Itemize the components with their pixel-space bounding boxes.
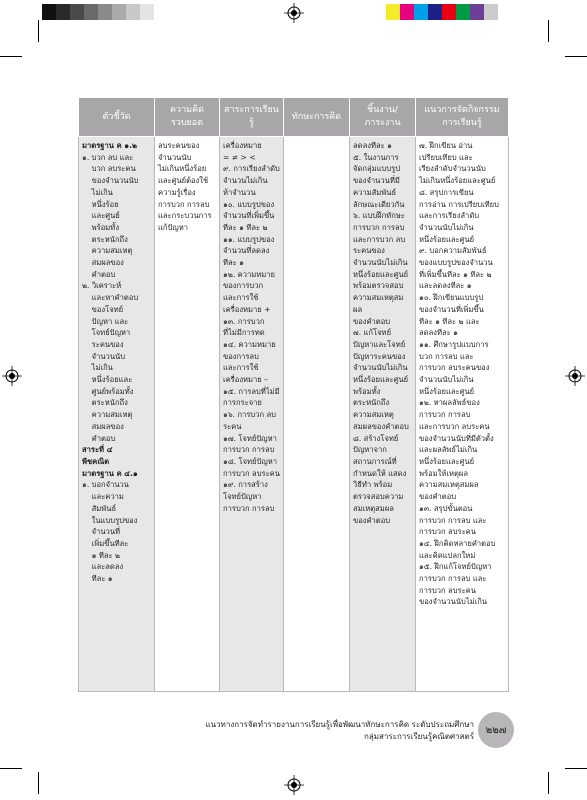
cell-line: การบวก การลบ: [223, 503, 275, 513]
cell-line: ๒. วิเคราะห์: [82, 281, 122, 291]
registration-mark-icon: [565, 366, 585, 386]
header-learning-content: สาระการเรียนรู้: [220, 98, 284, 137]
cell-line: เครื่องหมาย +: [223, 304, 271, 314]
page-number: ๒๒๗: [485, 724, 507, 736]
cell-line: ของจำนวนนับที่มีตัวตั้ง: [419, 433, 494, 443]
cell-line: ๙. บอกความสัมพันธ์: [419, 246, 487, 256]
cell-line: ลบระคนของ: [158, 141, 200, 150]
cell-line: และคิดแปลกใหม่: [419, 550, 476, 560]
cell-line: เรียงลำดับจำนวนนับ: [419, 164, 486, 174]
cell-line: ความรู้เรื่อง: [158, 187, 196, 197]
cell-line: ๑ ทีละ ๒: [82, 550, 121, 560]
cell-line: และกระบวนการ: [158, 211, 212, 221]
crop-mark: [548, 772, 549, 794]
cell-line: ที่ไม่มีการทด: [223, 328, 265, 338]
cell-line: หนึ่งร้อยและ: [82, 375, 133, 385]
cell-line: ปัญหา และ: [82, 316, 129, 326]
cell-line: ของจำนวนนับไม่เกิน: [419, 597, 488, 607]
cell-line: การบวก ลบระคนของ: [419, 363, 490, 373]
cell-line: และการบวก ลบ: [353, 234, 406, 244]
cell-line: ๑๑. ศึกษารูปแบบการ: [419, 339, 489, 349]
cell-line: สัมพันธ์: [82, 503, 117, 513]
cell-line: ๘. สร้างโจทย์: [353, 433, 399, 443]
cell-line: และลดลงทีละ ๑: [419, 281, 472, 291]
cell-line: จำนวนนับ: [158, 152, 192, 162]
cell-learning-content: [220, 137, 284, 692]
cell-line: การบวก การลบ และ: [419, 515, 487, 525]
gray-swatch: [98, 4, 112, 20]
cell-line: หนึ่งร้อยและศูนย์: [419, 456, 475, 466]
cell-line: เปรียบเทียบ และ: [419, 152, 473, 162]
crop-mark: [0, 56, 22, 57]
cell-line: ๑๔. ความหมาย: [223, 339, 276, 349]
cell-line: พร้อมทั้ง: [353, 386, 381, 396]
cell-line: จำนวนไม่เกิน: [223, 176, 268, 186]
cell-line: ของจำนวนที่เพิ่มขึ้น: [419, 304, 484, 314]
cell-line: การบวก ลบระคน: [223, 468, 280, 478]
gray-swatch: [84, 4, 98, 20]
crop-mark: [38, 20, 39, 42]
cell-line: ๘. สรุปการเขียน: [419, 187, 474, 197]
color-swatch: [456, 4, 470, 20]
cell-line: สมผลของคำตอบ: [353, 421, 409, 431]
cell-line: ๑๐. ฝึกเขียนแบบรูป: [419, 293, 484, 303]
cell-line: ของโจทย์: [82, 304, 124, 314]
cell-work-tasks: [350, 137, 416, 692]
grayscale-color-bar: [42, 4, 154, 20]
cell-line: ปัญหาและโจทย์: [353, 339, 406, 349]
cell-line: หนึ่งร้อย: [82, 199, 119, 209]
cell-line: ๑๓. การบวก: [223, 316, 265, 326]
gray-swatch: [56, 4, 70, 20]
cell-line: ระคนของ: [353, 246, 385, 256]
cell-line: ทีละ ๑ ทีละ ๒: [223, 222, 268, 232]
cell-line: หนึ่งร้อยและศูนย์: [419, 234, 475, 244]
cell-line: และการเรียงลำดับ: [419, 211, 480, 221]
cell-thinking-skills: [284, 137, 350, 692]
cell-line: ๑. บวก ลบ และ: [82, 152, 134, 162]
cell-line: การอ่าน การเปรียบเทียบ: [419, 199, 499, 209]
cell-line: เครื่องหมาย –: [223, 375, 268, 385]
cell-line: และหาคำตอบ: [82, 293, 139, 303]
cell-line: ของการลบ: [223, 351, 259, 361]
cell-line: และการใช้: [223, 363, 259, 373]
cell-line: ทีละ ๑ ทีละ ๒ และ: [419, 316, 480, 326]
footer-subject: กลุ่มสาระการเรียนรู้คณิตศาสตร์: [363, 732, 474, 741]
cell-line: บวก ลบระคน: [82, 164, 136, 174]
cell-line: ปัญหาระคนของ: [353, 351, 406, 361]
cell-line: ๙. การเรียงลำดับ: [223, 164, 280, 174]
cell-line: การบวก ลบระคน: [419, 585, 476, 595]
cell-line: ของการบวก: [223, 281, 264, 291]
cell-learning-activities: [416, 137, 509, 692]
registration-mark-icon: [2, 366, 22, 386]
page-footer: [205, 719, 474, 743]
cell-line: จำนวนนับไม่เกิน: [353, 363, 408, 373]
cell-line: ระคน: [223, 421, 242, 431]
cell-line: สถานการณ์ที่: [353, 456, 397, 466]
cell-line: ของคำตอบ: [419, 492, 457, 502]
cell-line: ลักษณะเดียวกัน: [353, 199, 405, 209]
cell-line: ของจำนวนนับ: [82, 176, 139, 186]
color-swatch: [386, 4, 400, 20]
cell-line: และศูนย์ต้องใช้: [158, 176, 209, 186]
cell-line: ลดลงทีละ ๑: [419, 328, 458, 338]
header-learning-activities: แนวการจัดกิจกรรม การเรียนรู้: [416, 98, 509, 137]
cell-line: ความสมเหตุสมผล: [353, 293, 404, 314]
cell-line: จำนวนที่เพิ่มขึ้น: [223, 211, 275, 221]
color-swatch: [400, 4, 414, 20]
cell-line: จำนวนที่: [82, 527, 121, 537]
cell-line: ๗. แก้โจทย์: [353, 328, 392, 338]
cell-line: ไม่เกิน: [82, 363, 113, 373]
cell-line: บวก การลบ และ: [419, 351, 474, 361]
cell-line: สมผลของ: [82, 421, 124, 431]
cell-line: และผลลัพธ์ไม่เกิน: [419, 445, 478, 455]
cell-line: ๑๓. สรุปขั้นตอน: [419, 503, 473, 513]
cell-line: ๑. บอกจำนวน: [82, 480, 129, 490]
gray-swatch: [140, 4, 154, 20]
cell-line: กำหนดให้ แสดง: [353, 468, 407, 478]
cell-line: เครื่องหมาย: [223, 141, 262, 150]
cell-line: ไม่เกินหนึ่งร้อยและศูนย์: [419, 176, 496, 186]
header-thinking-skills: ทักษะการคิด: [284, 98, 350, 137]
cell-line: ทีละ ๑: [223, 258, 244, 268]
cell-line: ความสมเหตุสมผล: [419, 480, 479, 490]
cell-line: หนึ่งร้อยและศูนย์: [419, 386, 475, 396]
cell-line: ๑๙. การสร้าง: [223, 480, 268, 490]
table-row: [79, 137, 509, 692]
cell-line: แก้ปัญหา: [158, 222, 189, 232]
cell-line: คำตอบ: [82, 433, 116, 443]
cell-line: การกระจาย: [223, 398, 262, 408]
cell-line: ตระหนักถึง: [82, 234, 128, 244]
crop-mark: [565, 768, 587, 769]
cell-line: พร้อมตรวจสอบ: [353, 281, 404, 291]
curriculum-table: [78, 97, 509, 692]
cell-line: ๕. ในงานการ: [353, 152, 399, 162]
color-swatch: [512, 4, 526, 20]
cell-line: ในแบบรูปของ: [82, 515, 138, 525]
cell-line: พีชคณิต: [82, 456, 110, 466]
cell-line: การบวก การลบ: [158, 199, 210, 209]
cell-line: และลดลง: [82, 562, 124, 572]
cell-line: หนึ่งร้อยและศูนย์: [353, 375, 409, 385]
cell-line: สมผลของ: [82, 258, 124, 268]
cell-line: พร้อมทั้ง: [82, 222, 120, 232]
page-number-badge: [478, 712, 514, 748]
color-swatch: [428, 4, 442, 20]
cell-line: จำนวนที่ลดลง: [223, 246, 270, 256]
footer-book-title: แนวทางการจัดทำรายงานการเรียนรู้เพื่อพัฒนาทักษะการคิด ระดับประถมศึกษา: [205, 720, 474, 729]
crop-mark: [38, 772, 39, 794]
cell-line: ของแบบรูปของจำนวน: [419, 258, 493, 268]
cell-line: ๑๐. แบบรูปของ: [223, 199, 275, 209]
cmyk-color-bar: [386, 4, 526, 20]
color-swatch: [498, 4, 512, 20]
cell-line: = ≠ > <: [223, 152, 256, 162]
gray-swatch: [70, 4, 84, 20]
cell-line: สมเหตุสมผล: [353, 503, 394, 513]
cell-line: ศูนย์พร้อมทั้ง: [82, 386, 134, 396]
cell-indicators: [79, 137, 155, 692]
cell-line: ๗. ฝึกเขียน อ่าน: [419, 141, 473, 150]
cell-line: สาระที่ ๔: [82, 445, 113, 455]
cell-key-concept: [155, 137, 220, 692]
cell-line: ทีละ ๑: [82, 574, 113, 584]
cell-line: ความสมเหตุ: [82, 410, 133, 420]
header-work-tasks: ชิ้นงาน/ ภาระงาน: [350, 98, 416, 137]
cell-line: ๑๒. หาผลลัพธ์ของ: [419, 398, 480, 408]
cell-line: ไม่เกินหนึ่งร้อย: [158, 164, 207, 174]
cell-line: ตระหนักถึง: [353, 398, 390, 408]
cell-line: ไม่เกิน: [82, 187, 113, 197]
cell-line: จำนวนนับไม่เกิน: [419, 222, 474, 232]
crop-mark: [0, 768, 22, 769]
cell-line: จำนวนนับ: [82, 351, 126, 361]
cell-line: ที่เพิ่มขึ้นทีละ ๑ ทีละ ๒: [419, 269, 492, 279]
cell-line: ตระหนักถึง: [82, 398, 128, 408]
cell-line: ระคนของ: [82, 339, 124, 349]
cell-line: ความสมเหตุ: [82, 246, 133, 256]
cell-line: ๑๔. ฝึกคิดหลายคำตอบ: [419, 538, 496, 548]
color-swatch: [414, 4, 428, 20]
cell-line: จำนวนนับไม่เกิน: [419, 375, 474, 385]
cell-line: เพิ่มขึ้นทีละ: [82, 538, 129, 548]
cell-line: หนึ่งร้อยและศูนย์: [353, 269, 409, 279]
cell-line: คำตอบ: [82, 269, 116, 279]
color-swatch: [442, 4, 456, 20]
cell-line: และการใช้: [223, 293, 259, 303]
cell-line: และความ: [82, 492, 124, 502]
cell-line: มาตรฐาน ค ๑.๒: [82, 141, 138, 150]
cell-line: ห้าจำนวน: [223, 187, 256, 197]
cell-line: การบวก การลบ: [419, 410, 471, 420]
header-indicators: ตัวชี้วัด: [79, 98, 155, 137]
cell-line: และศูนย์: [82, 211, 120, 221]
cell-line: ๑๕. ฝึกแก้โจทย์ปัญหา: [419, 562, 492, 572]
header-key-concept: ความคิด รวบยอด: [155, 98, 220, 137]
cell-line: ของจำนวนที่มี: [353, 176, 400, 186]
cell-line: การบวก ลบระคน: [419, 527, 476, 537]
color-swatch: [484, 4, 498, 20]
cell-line: ๑๖. การบวก ลบ: [223, 410, 276, 420]
cell-line: พร้อมให้เหตุผล: [419, 468, 468, 478]
crop-mark: [548, 20, 549, 42]
cell-line: ๑๕. การลบที่ไม่มี: [223, 386, 280, 396]
cell-line: ๖. แบบฝึกทักษะ: [353, 211, 405, 221]
cell-line: จำนวนนับไม่เกิน: [353, 258, 408, 268]
cell-line: ๑๒. ความหมาย: [223, 269, 275, 279]
cell-line: ๑๘. โจทย์ปัญหา: [223, 456, 278, 466]
cell-line: โจทย์ปัญหา: [82, 328, 131, 338]
cell-line: การบวก การลบ: [353, 222, 405, 232]
gray-swatch: [42, 4, 56, 20]
cell-line: ความสมเหตุ: [353, 410, 394, 420]
registration-mark-icon: [284, 775, 304, 795]
cell-line: ของคำตอบ: [353, 515, 391, 525]
cell-line: ลดลงทีละ ๑: [353, 141, 392, 150]
cell-line: มาตรฐาน ค ๔.๑: [82, 468, 138, 478]
cell-line: การบวก การลบ: [223, 445, 275, 455]
cell-line: ปัญหาจาก: [353, 445, 387, 455]
color-swatch: [470, 4, 484, 20]
gray-swatch: [112, 4, 126, 20]
cell-line: ของคำตอบ: [353, 316, 391, 326]
cell-line: และการบวก ลบระคน: [419, 421, 490, 431]
cell-line: วิธีทำ พร้อม: [353, 480, 393, 490]
cell-line: ๑๑. แบบรูปของ: [223, 234, 275, 244]
cell-line: ๑๗. โจทย์ปัญหา: [223, 433, 277, 443]
gray-swatch: [126, 4, 140, 20]
registration-mark-icon: [284, 3, 304, 23]
table-header-row: [79, 98, 509, 137]
cell-line: ตรวจสอบความ: [353, 492, 404, 502]
cell-line: การบวก การลบ และ: [419, 574, 487, 584]
cell-line: โจทย์ปัญหา: [223, 492, 262, 502]
cell-line: จัดกลุ่มแบบรูป: [353, 164, 401, 174]
cell-line: ความสัมพันธ์: [353, 187, 397, 197]
crop-mark: [565, 56, 587, 57]
